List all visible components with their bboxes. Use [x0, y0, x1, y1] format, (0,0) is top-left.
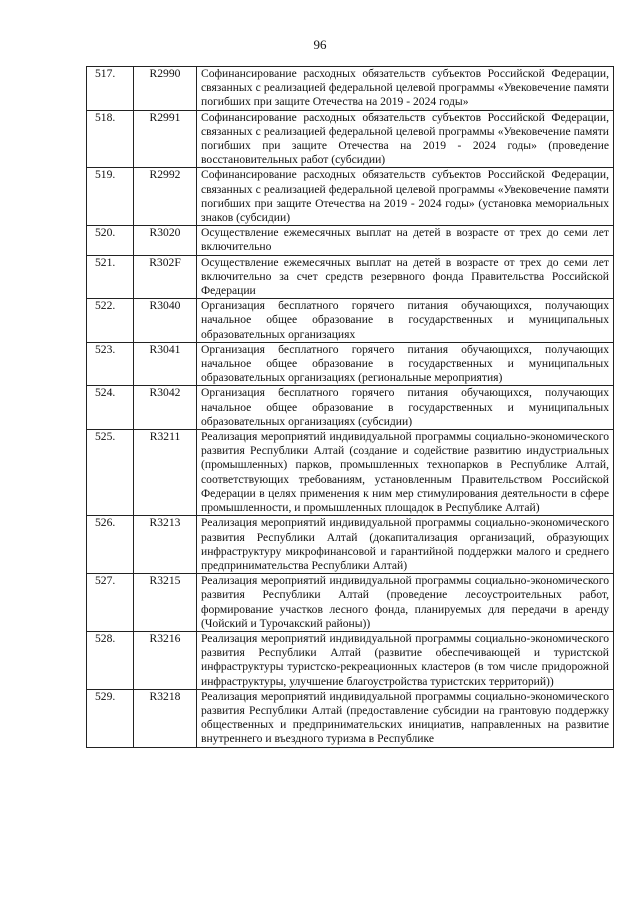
row-code: R3020: [134, 226, 197, 255]
budget-codes-table: [86, 66, 614, 748]
row-description: Софинансирование расходных обязательств субъектов Российской Федерации, связанных с реализацией федеральной целевой программы «Увековечение памяти погибших при защите Отечества на 2019 - 2024 годы»: [197, 67, 614, 111]
row-description: Софинансирование расходных обязательств субъектов Российской Федерации, связанных с реализацией федеральной целевой программы «Увековечение памяти погибших при защите Отечества на 2019 - 2024 годы» (проведение восстановительных работ (субсидии): [197, 110, 614, 168]
table-row: [87, 342, 614, 386]
row-description: Софинансирование расходных обязательств субъектов Российской Федерации, связанных с реализацией федеральной целевой программы «Увековечение памяти погибших при защите Отечества на 2019 - 2024 годы» (установка мемориальных знаков (субсидии): [197, 168, 614, 226]
table-row: [87, 430, 614, 516]
row-number: 525.: [87, 430, 134, 516]
table-row: [87, 299, 614, 343]
row-code: R3211: [134, 430, 197, 516]
row-number: 517.: [87, 67, 134, 111]
row-code: R3218: [134, 689, 197, 747]
row-number: 527.: [87, 574, 134, 632]
row-code: R302F: [134, 255, 197, 299]
table-row: [87, 67, 614, 111]
row-number: 521.: [87, 255, 134, 299]
row-number: 522.: [87, 299, 134, 343]
row-number: 528.: [87, 631, 134, 689]
row-description: Реализация мероприятий индивидуальной программы социально-экономического развития Республики Алтай (развитие обеспечивающей и туристской инфраструктуры туристско-рекреационных кластеров (в том числе придорожной инфраструктуры, улучшение благоустройства туристских территорий)): [197, 631, 614, 689]
row-number: 520.: [87, 226, 134, 255]
table-row: [87, 110, 614, 168]
row-description: Осуществление ежемесячных выплат на детей в возрасте от трех до семи лет включительно за счет средств резервного фонда Правительства Российской Федерации: [197, 255, 614, 299]
row-code: R3215: [134, 574, 197, 632]
table-row: [87, 168, 614, 226]
row-code: R2992: [134, 168, 197, 226]
row-number: 526.: [87, 516, 134, 574]
row-description: Реализация мероприятий индивидуальной программы социально-экономического развития Республики Алтай (создание и содействие развитию индустриальных (промышленных) парков, промышленных технопарков в Республике Алтай, соответствующих требованиям, установленным Правительством Российской Федерации в целях применения к ним мер стимулирования деятельности в сфере промышленности, и промышленных площадок в Республике Алтай): [197, 430, 614, 516]
table-row: [87, 516, 614, 574]
table-row: [87, 631, 614, 689]
row-code: R2991: [134, 110, 197, 168]
table-row: [87, 226, 614, 255]
row-code: R3040: [134, 299, 197, 343]
row-number: 523.: [87, 342, 134, 386]
row-number: 518.: [87, 110, 134, 168]
row-description: Реализация мероприятий индивидуальной программы социально-экономического развития Республики Алтай (предоставление субсидии на грантовую поддержку общественных и предпринимательских инициатив, направленных на развитие внутреннего и въездного туризма в Республике: [197, 689, 614, 747]
row-description: Осуществление ежемесячных выплат на детей в возрасте от трех до семи лет включительно: [197, 226, 614, 255]
table-row: [87, 255, 614, 299]
row-description: Организация бесплатного горячего питания обучающихся, получающих начальное общее образование в государственных и муниципальных образовательных организациях: [197, 299, 614, 343]
row-number: 524.: [87, 386, 134, 430]
row-code: R3213: [134, 516, 197, 574]
row-code: R3216: [134, 631, 197, 689]
row-number: 519.: [87, 168, 134, 226]
table-row: [87, 689, 614, 747]
row-description: Организация бесплатного горячего питания обучающихся, получающих начальное общее образование в государственных и муниципальных образовательных организациях (субсидии): [197, 386, 614, 430]
row-code: R2990: [134, 67, 197, 111]
row-description: Реализация мероприятий индивидуальной программы социально-экономического развития Республики Алтай (докапитализация организаций, образующих инфраструктуру микрофинансовой и гарантийной поддержки малого и среднего предпринимательства Республики Алтай): [197, 516, 614, 574]
row-number: 529.: [87, 689, 134, 747]
row-code: R3041: [134, 342, 197, 386]
row-code: R3042: [134, 386, 197, 430]
row-description: Организация бесплатного горячего питания обучающихся, получающих начальное общее образование в государственных и муниципальных образовательных организациях (региональные мероприятия): [197, 342, 614, 386]
row-description: Реализация мероприятий индивидуальной программы социально-экономического развития Республики Алтай (проведение лесоустроительных работ, формирование участков лесного фонда, планируемых для передачи в аренду (Чойский и Турочакский районы)): [197, 574, 614, 632]
page-number: 96: [313, 37, 327, 52]
table-row: [87, 386, 614, 430]
table-row: [87, 574, 614, 632]
